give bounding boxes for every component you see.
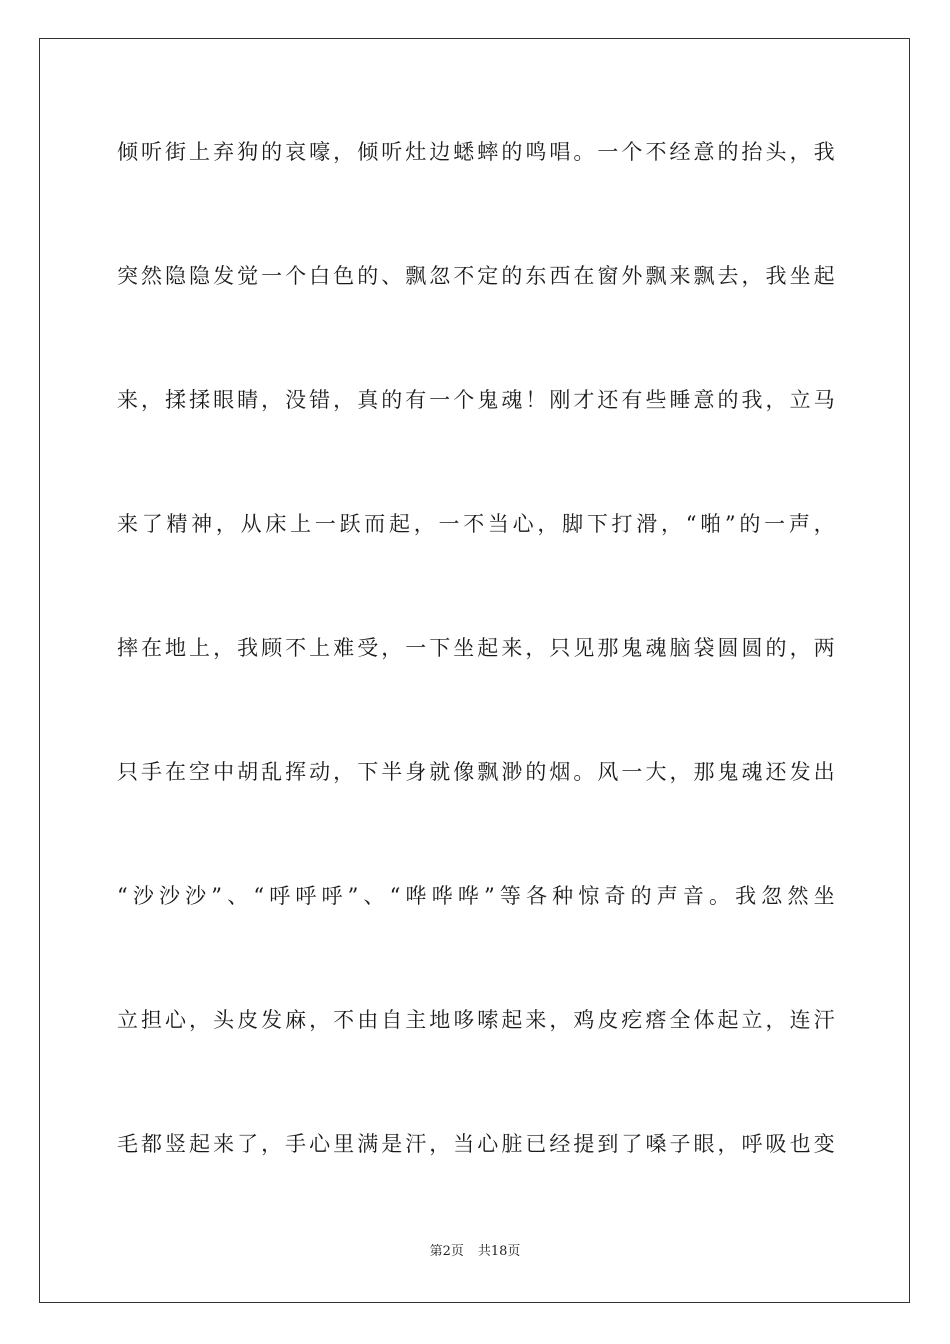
page-total: 共18页: [477, 1244, 521, 1259]
text-line-6: 只手在空中胡乱挥动，下半身就像飘渺的烟。风一大，那鬼魂还发出: [117, 760, 837, 784]
text-line-2: 突然隐隐发觉一个白色的、飘忽不定的东西在窗外飘来飘去，我坐起: [117, 264, 837, 288]
page-number: 第2页: [429, 1244, 464, 1259]
page-border: [39, 38, 910, 1303]
text-line-5: 摔在地上，我顾不上难受，一下坐起来，只见那鬼魂脑袋圆圆的，两: [117, 636, 837, 660]
page-footer: [0, 1243, 950, 1261]
text-line-9: 毛都竖起来了，手心里满是汗，当心脏已经提到了嗓子眼，呼吸也变: [117, 1132, 837, 1156]
text-line-8: 立担心，头皮发麻，不由自主地哆嗦起来，鸡皮疙瘩全体起立，连汗: [117, 1008, 837, 1032]
text-line-7: “沙沙沙”、“呼呼呼”、“哗哗哗”等各种惊奇的声音。我忽然坐: [117, 884, 837, 908]
text-line-4: 来了精神，从床上一跃而起，一不当心，脚下打滑，“啪”的一声，: [117, 512, 837, 536]
text-line-3: 来，揉揉眼睛，没错，真的有一个鬼魂！刚才还有些睡意的我，立马: [117, 388, 837, 412]
text-line-1: 倾听街上弃狗的哀嚎，倾听灶边蟋蟀的鸣唱。一个不经意的抬头，我: [117, 140, 837, 164]
